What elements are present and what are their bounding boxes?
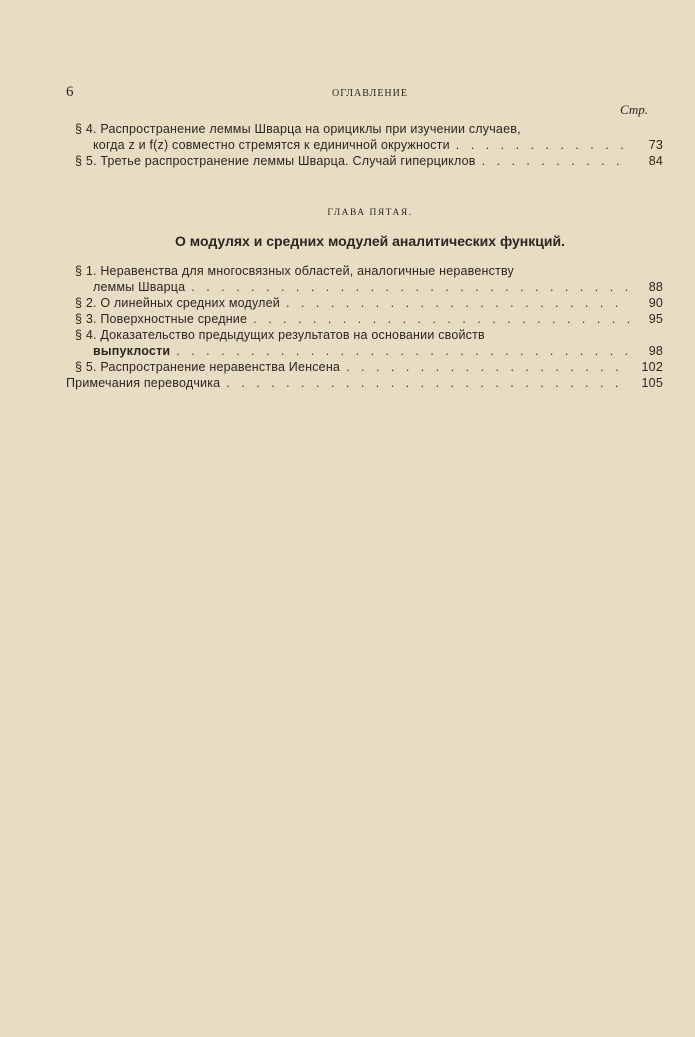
dot-leader (253, 312, 631, 326)
entry-text: леммы Шварца (93, 280, 186, 294)
toc-entry (75, 264, 663, 278)
entry-text: § 4. Доказательство предыдущих результатов на основании свойств (75, 328, 485, 342)
dot-leader (176, 344, 631, 358)
entry-page: 84 (648, 154, 663, 168)
toc-entry (75, 122, 663, 136)
entry-text: когда z и f(z) совместно стремятся к единичной окружности (93, 138, 450, 152)
page-number: 6 (66, 84, 74, 100)
toc-entry (75, 154, 663, 168)
toc-entry-notes (66, 376, 663, 390)
entry-text: § 5. Третье распространение леммы Шварца. Случай гиперциклов (75, 154, 476, 168)
toc-entry (75, 360, 663, 374)
entry-text: § 1. Неравенства для многосвязных областей, аналогичные неравенству (75, 264, 515, 278)
dot-leader (191, 280, 631, 294)
chapter-title: О модулях и средних модулей аналитических функций. (175, 233, 565, 249)
toc-entry (75, 312, 663, 326)
running-title: ОГЛАВЛЕНИЕ (332, 88, 408, 99)
toc-entry-cont (93, 280, 663, 294)
chapter-label: ГЛАВА ПЯТАЯ. (327, 208, 413, 218)
toc-entry-cont (93, 344, 663, 358)
toc-entry-cont (93, 138, 663, 152)
dot-leader (346, 360, 631, 374)
entry-text: Примечания переводчика (66, 376, 221, 390)
dot-leader (286, 296, 631, 310)
entry-text: выпуклости (93, 344, 171, 358)
entry-text: § 3. Поверхностные средние (75, 312, 248, 326)
entry-page: 95 (648, 312, 663, 326)
entry-page: 105 (641, 376, 663, 390)
dot-leader (482, 154, 631, 168)
entry-text: § 5. Распространение неравенства Иенсена (75, 360, 341, 374)
toc-entry (75, 328, 663, 342)
page-column-label: Стр. (620, 102, 648, 117)
entry-text: § 4. Распространение леммы Шварца на орициклы при изучении случаев, (75, 122, 521, 136)
entry-text: § 2. О линейных средних модулей (75, 296, 280, 310)
entry-page: 102 (641, 360, 663, 374)
entry-page: 98 (648, 344, 663, 358)
dot-leader (226, 376, 631, 390)
entry-page: 88 (648, 280, 663, 294)
toc-entry (75, 296, 663, 310)
entry-page: 73 (648, 138, 663, 152)
entry-page: 90 (648, 296, 663, 310)
dot-leader (456, 138, 631, 152)
